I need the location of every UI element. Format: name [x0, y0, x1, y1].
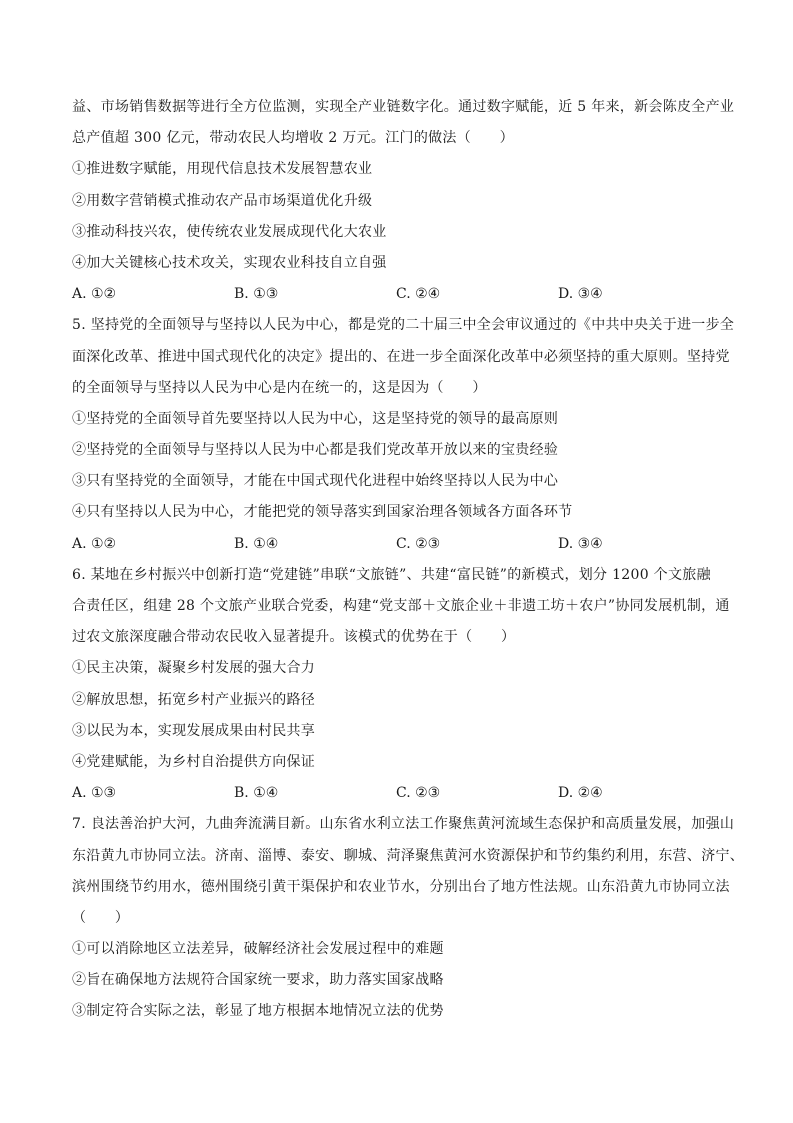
question-7-stem-line: 7. 良法善治护大河，九曲奔流满目新。山东省水利立法工作聚焦黄河流域生态保护和高质量发展，加强山: [72, 816, 735, 833]
question-4: [72, 92, 735, 310]
question-5-item-1: ①坚持党的全面领导首先要坚持以人民为中心，这是坚持党的领导的最高原则: [72, 410, 559, 427]
question-6-item-4: ④党建赋能，为乡村自治提供方向保证: [72, 753, 316, 770]
question-7-item-1: ①可以消除地区立法差异，破解经济社会发展过程中的难题: [72, 941, 444, 958]
question-4-options: [72, 279, 722, 310]
option-a: A. ①③: [72, 785, 117, 802]
question-4-item-1: ①推进数字赋能，用现代信息技术发展智慧农业: [72, 161, 373, 178]
question-5-stem-line: 5. 坚持党的全面领导与坚持以人民为中心，都是党的二十届三中全会审议通过的《中共中央关于进一步全: [72, 317, 735, 334]
option-a: A. ①②: [72, 535, 117, 552]
option-b: B. ①④: [234, 785, 279, 802]
option-d: D. ③④: [558, 286, 603, 303]
question-4-item-4: ④加大关键核心技术攻关，实现农业科技自立自强: [72, 254, 387, 271]
question-4-stem-line: 益、市场销售数据等进行全方位监测，实现全产业链数字化。通过数字赋能，近 5 年来，新会陈皮全产业: [72, 99, 735, 115]
option-b: B. ①④: [234, 535, 279, 552]
question-5-stem-line: 面深化改革、推进中国式现代化的决定》提出的、在进一步全面深化改革中必须坚持的重大原则。坚持党: [72, 348, 730, 365]
option-c: C. ②④: [396, 286, 441, 303]
option-d: D. ③④: [558, 535, 603, 552]
question-4-stem-line: 总产值超 300 亿元，带动农民人均增收 2 万元。江门的做法（ ）: [72, 130, 514, 147]
question-6-item-2: ②解放思想，拓宽乡村产业振兴的路径: [72, 691, 316, 708]
question-7-stem-line: 东沿黄九市协同立法。济南、淄博、泰安、聊城、菏泽聚焦黄河水资源保护和节约集约利用，东营、济宁、: [72, 847, 745, 864]
exam-page: [72, 92, 745, 1028]
question-6: [72, 560, 730, 810]
question-5: [72, 310, 735, 560]
option-d: D. ②④: [558, 785, 603, 802]
option-a: A. ①②: [72, 286, 117, 303]
question-5-options: [72, 529, 722, 560]
option-b: B. ①③: [234, 286, 279, 303]
question-7-item-2: ②旨在确保地方法规符合国家统一要求，助力落实国家战略: [72, 972, 444, 989]
question-5-item-4: ④只有坚持以人民为中心，才能把党的领导落实到国家治理各领域各方面各环节: [72, 504, 573, 521]
question-6-options: [72, 778, 722, 809]
option-c: C. ②③: [396, 785, 441, 802]
question-6-item-3: ③以民为本，实现发展成果由村民共享: [72, 722, 316, 739]
option-c: C. ②③: [396, 535, 441, 552]
question-6-stem-line: 过农文旅深度融合带动农民收入显著提升。该模式的优势在于（ ）: [72, 629, 516, 646]
question-5-item-2: ②坚持党的全面领导与坚持以人民为中心都是我们党改革开放以来的宝贵经验: [72, 442, 559, 459]
question-7-stem-line: 滨州围绕节约用水，德州围绕引黄干渠保护和农业节水，分别出台了地方性法规。山东沿黄九市协同立法: [72, 878, 730, 895]
question-4-item-2: ②用数字营销模式推动农产品市场渠道优化升级: [72, 192, 373, 209]
question-5-stem-line: 的全面领导与坚持以人民为中心是内在统一的，这是因为（ ）: [72, 379, 487, 396]
question-4-item-3: ③推动科技兴农，使传统农业发展成现代化大农业: [72, 223, 387, 240]
question-6-item-1: ①民主决策，凝聚乡村发展的强大合力: [72, 660, 316, 677]
question-6-stem-line: 合责任区，组建 28 个文旅产业联合党委，构建“党支部＋文旅企业＋非遗工坊＋农户”协同发展机制，通: [72, 598, 730, 614]
question-6-stem-line: 6. 某地在乡村振兴中创新打造“党建链”串联“文旅链”、共建“富民链”的新模式，划分 1200 个文旅融: [72, 566, 711, 583]
question-7-stem-line: （ ）: [72, 909, 130, 926]
question-7: [72, 809, 745, 1027]
question-5-item-3: ③只有坚持党的全面领导，才能在中国式现代化进程中始终坚持以人民为中心: [72, 473, 559, 490]
question-7-item-3: ③制定符合实际之法，彰显了地方根据本地情况立法的优势: [72, 1003, 444, 1020]
